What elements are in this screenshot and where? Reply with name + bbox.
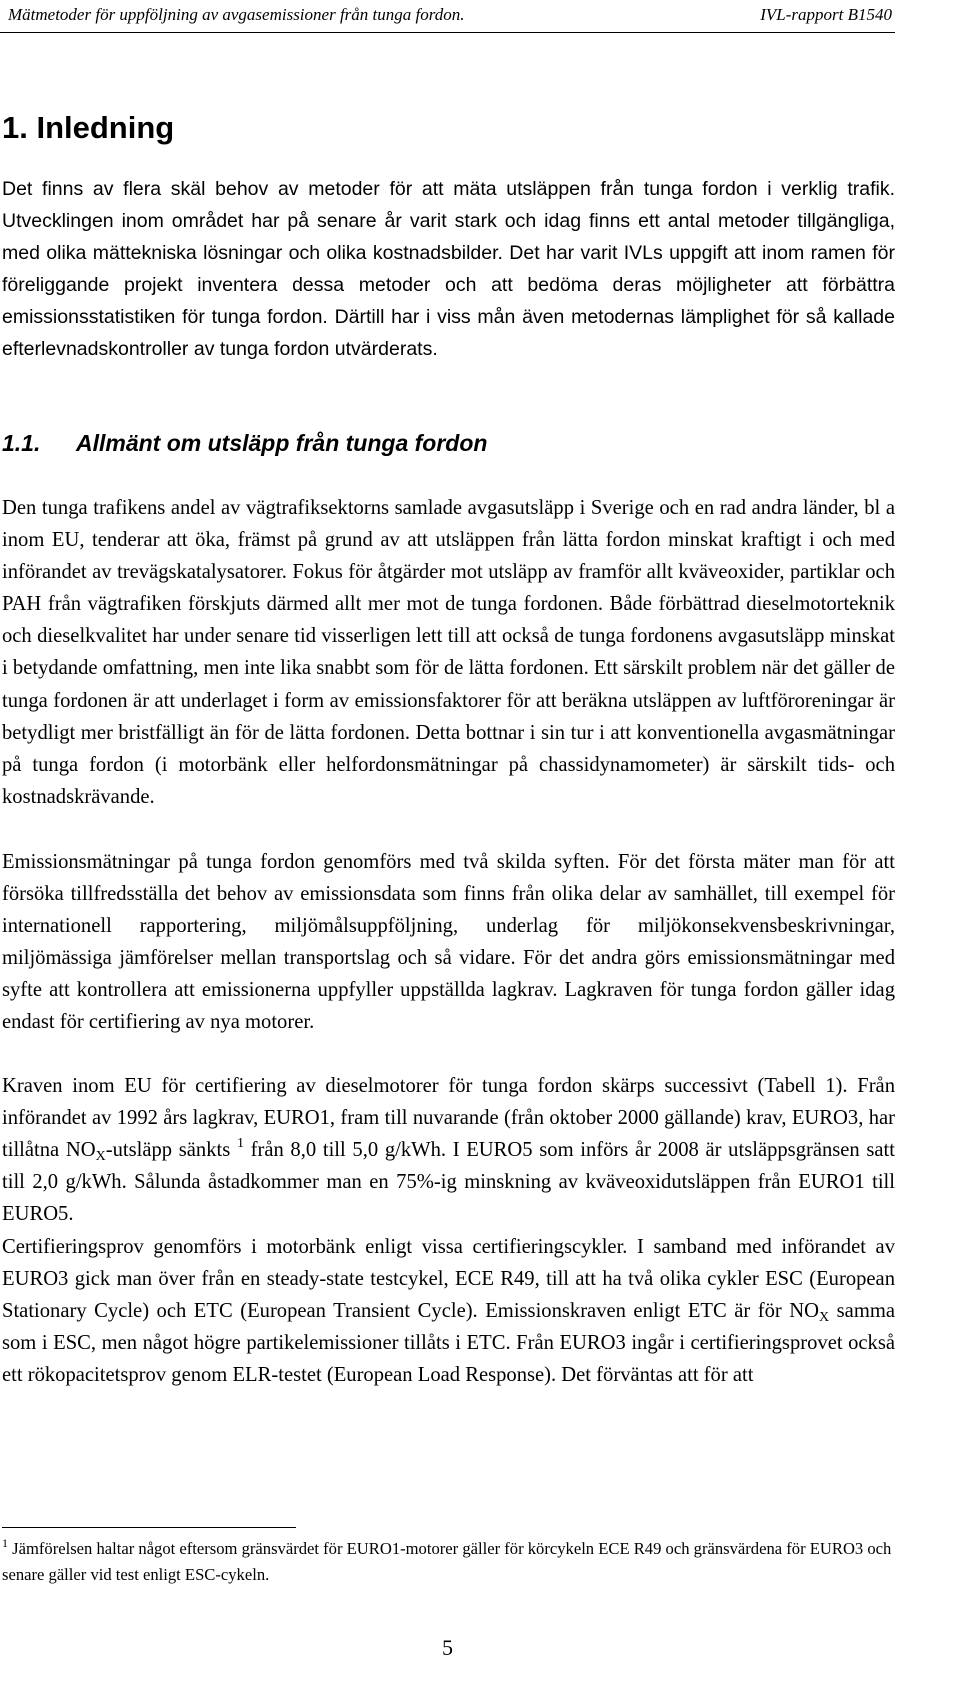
section-heading: 1. Inledning xyxy=(2,110,175,145)
header-title: Mätmetoder för uppföljning av avgasemissioner från tunga fordon. xyxy=(8,5,465,24)
p3-text-a: Kraven inom EU för certifiering av dieselmotorer för tunga fordon skärps successivt (Tabell 1). Från införandet av 1992 års lagkrav, EURO1, fram till nuvarande (från oktober 2000 gällande) krav, EURO3, har tillåtna NO xyxy=(2,1075,895,1162)
subsection-heading xyxy=(2,425,487,461)
subsection-title: Allmänt om utsläpp från tunga fordon xyxy=(76,430,488,456)
nox-subscript: X xyxy=(819,1310,830,1326)
footnote-reference: 1 xyxy=(236,1136,244,1152)
p4-text-a: Certifieringsprov genomförs i motorbänk enligt vissa certifieringscykler. I samband med införandet av EURO3 gick man över från en steady-state testcykel, ECE R49, till att ha två olika cykler ESC (European Stationary Cycle) och ETC (European Transient Cycle). Emissionskraven enligt ETC är för NO xyxy=(2,1236,895,1323)
p4-text-b: samma som i ESC, men något högre partikelemissioner tillåts i ETC. Från EURO3 ingår i certifieringsprovet också ett rökopacitetsprov genom ELR-testet (European Load Response). Det förväntas att för att xyxy=(2,1300,895,1387)
subsection-number: 1.1. xyxy=(2,430,41,456)
paragraph-measurement-purposes: Emissionsmätningar på tunga fordon genomförs med två skilda syften. För det första mäter man för att försöka tillfredsställa det behov av emissionsdata som finns från olika delar av samhället, till exempel för internationell rapportering, miljömålsuppföljning, underlag för miljökonsekvensbeskrivningar, miljömässiga jämförelser mellan transportslag och så vidare. För det andra görs emissionsmätningar med syfte att kontrollera att emissionerna uppfyller uppställda lagkrav. Lagkraven för tunga fordon gäller idag endast för certifiering av nya motorer. xyxy=(2,851,895,1034)
paragraph-eu-requirements xyxy=(2,1070,895,1230)
header-divider xyxy=(0,32,895,33)
header-report-id: IVL-rapport B1540 xyxy=(760,5,892,24)
footnote-divider xyxy=(2,1527,296,1528)
p3-text-c: från 8,0 till 5,0 g/kWh. I EURO5 som införs år 2008 är utsläppsgränsen satt till 2,0 g/kWh. Sålunda åstadkommer man en 75%-ig minskning av kväveoxidutsläppen från EURO1 till EURO5. xyxy=(2,1139,896,1226)
footnote xyxy=(2,1536,895,1588)
p3-text-b: -utsläpp sänkts xyxy=(105,1139,231,1162)
intro-paragraph: Det finns av flera skäl behov av metoder för att mäta utsläppen från tunga fordon i verklig trafik. Utvecklingen inom området har på senare år varit stark och idag finns ett antal metoder tillgängliga, med olika mättekniska lösningar och olika kostnadsbilder. Det har varit IVLs uppgift att inom ramen för föreliggande projekt inventera dessa metoder och att bedöma deras möjligheter att förbättra emissionsstatistiken för tunga fordon. Därtill har i viss mån även metodernas lämplighet för så kallade efterlevnadskontroller av tunga fordon utvärderats. xyxy=(2,178,895,360)
footnote-text: Jämförelsen haltar något eftersom gränsvärdet för EURO1-motorer gäller för körcykeln ECE R49 och gränsvärdena för EURO3 och senare gäller vid test enligt ESC-cykeln. xyxy=(2,1539,892,1584)
paragraph-certification-tests xyxy=(2,1231,895,1391)
footnote-marker: 1 xyxy=(2,1536,8,1550)
paragraph-heavy-traffic: Den tunga trafikens andel av vägtrafiksektorns samlade avgasutsläpp i Sverige och en rad andra länder, bl a inom EU, tenderar att öka, främst på grund av att utsläppen från lätta fordon minskat kraftigt i och med införandet av trevägskatalysatorer. Fokus för åtgärder mot utsläpp av framför allt kväveoxider, partiklar och PAH från vägtrafiken förskjuts därmed allt mer mot de tunga fordonen. Både förbättrad dieselmotorteknik och dieselkvalitet har under senare tid visserligen lett till att också de tunga fordonens avgasutsläpp minskat i betydande omfattning, men inte lika snabbt som för de lätta fordonen. Ett särskilt problem när det gäller de tunga fordonen är att underlaget i form av emissionsfaktorer för att beräkna utsläppen av luftföroreningar är betydligt mer bristfälligt än för de lätta fordonen. Detta bottnar i sin tur i att konventionella avgasmätningar på tunga fordon (i motorbänk eller helfordonsmätningar på chassidynamometer) är särskilt tids- och kostnadskrävande. xyxy=(2,497,895,808)
running-header xyxy=(8,2,892,28)
page-number: 5 xyxy=(442,1635,453,1660)
nox-subscript: X xyxy=(95,1149,106,1165)
